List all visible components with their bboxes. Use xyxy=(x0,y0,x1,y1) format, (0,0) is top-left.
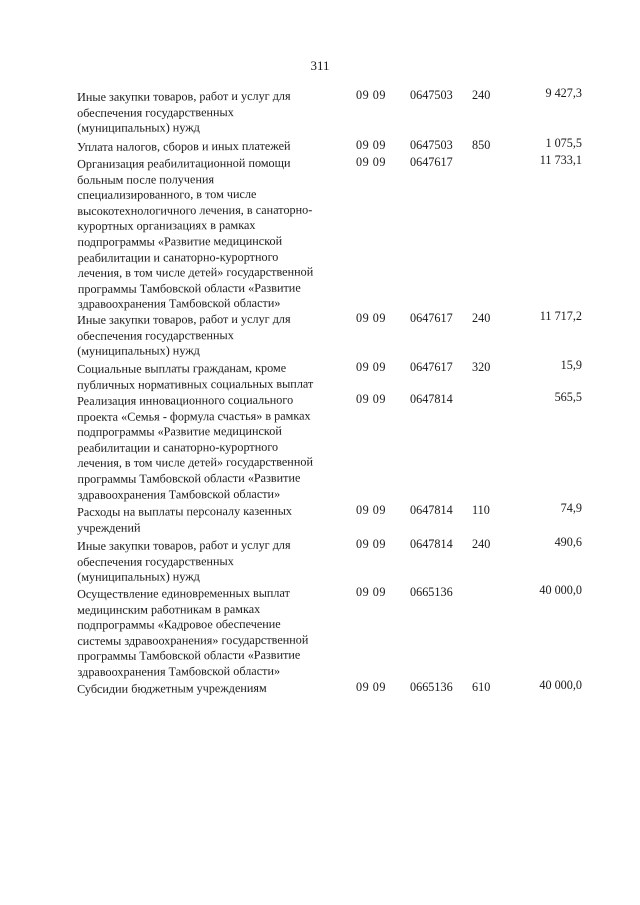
row-target-code: 0647814 xyxy=(410,503,453,517)
row-target-code: 0647617 xyxy=(410,360,453,374)
row-description: Социальные выплаты гражданам, кроме публичных нормативных социальных выплат xyxy=(77,360,314,392)
row-description: Организация реабилитационной помощи больным после получения специализированного, в том числе высокотехнологичного лечения, в санаторно- курортных организациях в рамках подпрограммы «Развитие медицинской реабилитации и санаторно-курортного лечения, в том числе детей» государственной программы Тамбовской области «Развитие здравоохранения Тамбовской области» xyxy=(77,155,314,312)
row-section-code: 09 09 xyxy=(356,155,386,169)
row-section-code: 09 09 xyxy=(356,537,386,551)
row-target-code: 0647814 xyxy=(410,392,453,406)
row-expense-type: 850 xyxy=(472,138,491,152)
row-target-code: 0647503 xyxy=(410,88,453,102)
row-expense-type: 240 xyxy=(472,311,491,325)
row-expense-type: 610 xyxy=(472,680,491,694)
row-target-code: 0647617 xyxy=(410,311,453,325)
row-expense-type: 240 xyxy=(472,537,491,551)
page-number: 311 xyxy=(310,58,330,73)
row-section-code: 09 09 xyxy=(356,138,386,152)
row-section-code: 09 09 xyxy=(356,392,386,406)
row-description: Расходы на выплаты персоналу казенных учреждений xyxy=(77,503,293,535)
row-section-code: 09 09 xyxy=(356,503,386,517)
row-expense-type: 320 xyxy=(472,360,491,374)
row-amount: 40 000,0 xyxy=(539,678,582,692)
row-description: Уплата налогов, сборов и иных платежей xyxy=(77,138,291,154)
row-target-code: 0665136 xyxy=(410,585,453,599)
row-description: Иные закупки товаров, работ и услуг для обеспечения государственных (муниципальных) нужд xyxy=(77,88,291,136)
row-section-code: 09 09 xyxy=(356,360,386,374)
row-amount: 40 000,0 xyxy=(539,583,582,597)
row-amount: 15,9 xyxy=(560,358,582,372)
row-description: Осуществление единовременных выплат медицинским работникам в рамках подпрограммы «Кадровое обеспечение системы здравоохранения» государственной программы Тамбовской области «Развитие здравоохранения Тамбовской области» xyxy=(77,585,309,679)
row-amount: 74,9 xyxy=(560,501,582,515)
row-amount: 490,6 xyxy=(554,535,582,549)
row-amount: 9 427,3 xyxy=(545,86,582,100)
row-section-code: 09 09 xyxy=(356,680,386,694)
row-target-code: 0647617 xyxy=(410,155,453,169)
row-expense-type: 240 xyxy=(472,88,491,102)
row-description: Реализация инновационного социального проекта «Семья - формула счастья» в рамках подпрограммы «Развитие медицинской реабилитации и санаторно-курортного лечения, в том числе детей» государственной программы Тамбовской области «Развитие здравоохранения Тамбовской области» xyxy=(77,392,313,502)
row-amount: 565,5 xyxy=(554,390,582,404)
row-description: Иные закупки товаров, работ и услуг для обеспечения государственных (муниципальных) нужд xyxy=(77,537,291,585)
row-section-code: 09 09 xyxy=(356,311,386,325)
row-target-code: 0647814 xyxy=(410,537,453,551)
row-amount: 11 733,1 xyxy=(539,153,582,167)
row-amount: 1 075,5 xyxy=(545,136,582,150)
row-section-code: 09 09 xyxy=(356,88,386,102)
row-description: Иные закупки товаров, работ и услуг для обеспечения государственных (муниципальных) нужд xyxy=(77,311,291,359)
row-target-code: 0647503 xyxy=(410,138,453,152)
row-description: Субсидии бюджетным учреждениям xyxy=(77,680,267,696)
row-expense-type: 110 xyxy=(472,503,490,517)
row-section-code: 09 09 xyxy=(356,585,386,599)
row-amount: 11 717,2 xyxy=(539,309,582,323)
row-target-code: 0665136 xyxy=(410,680,453,694)
